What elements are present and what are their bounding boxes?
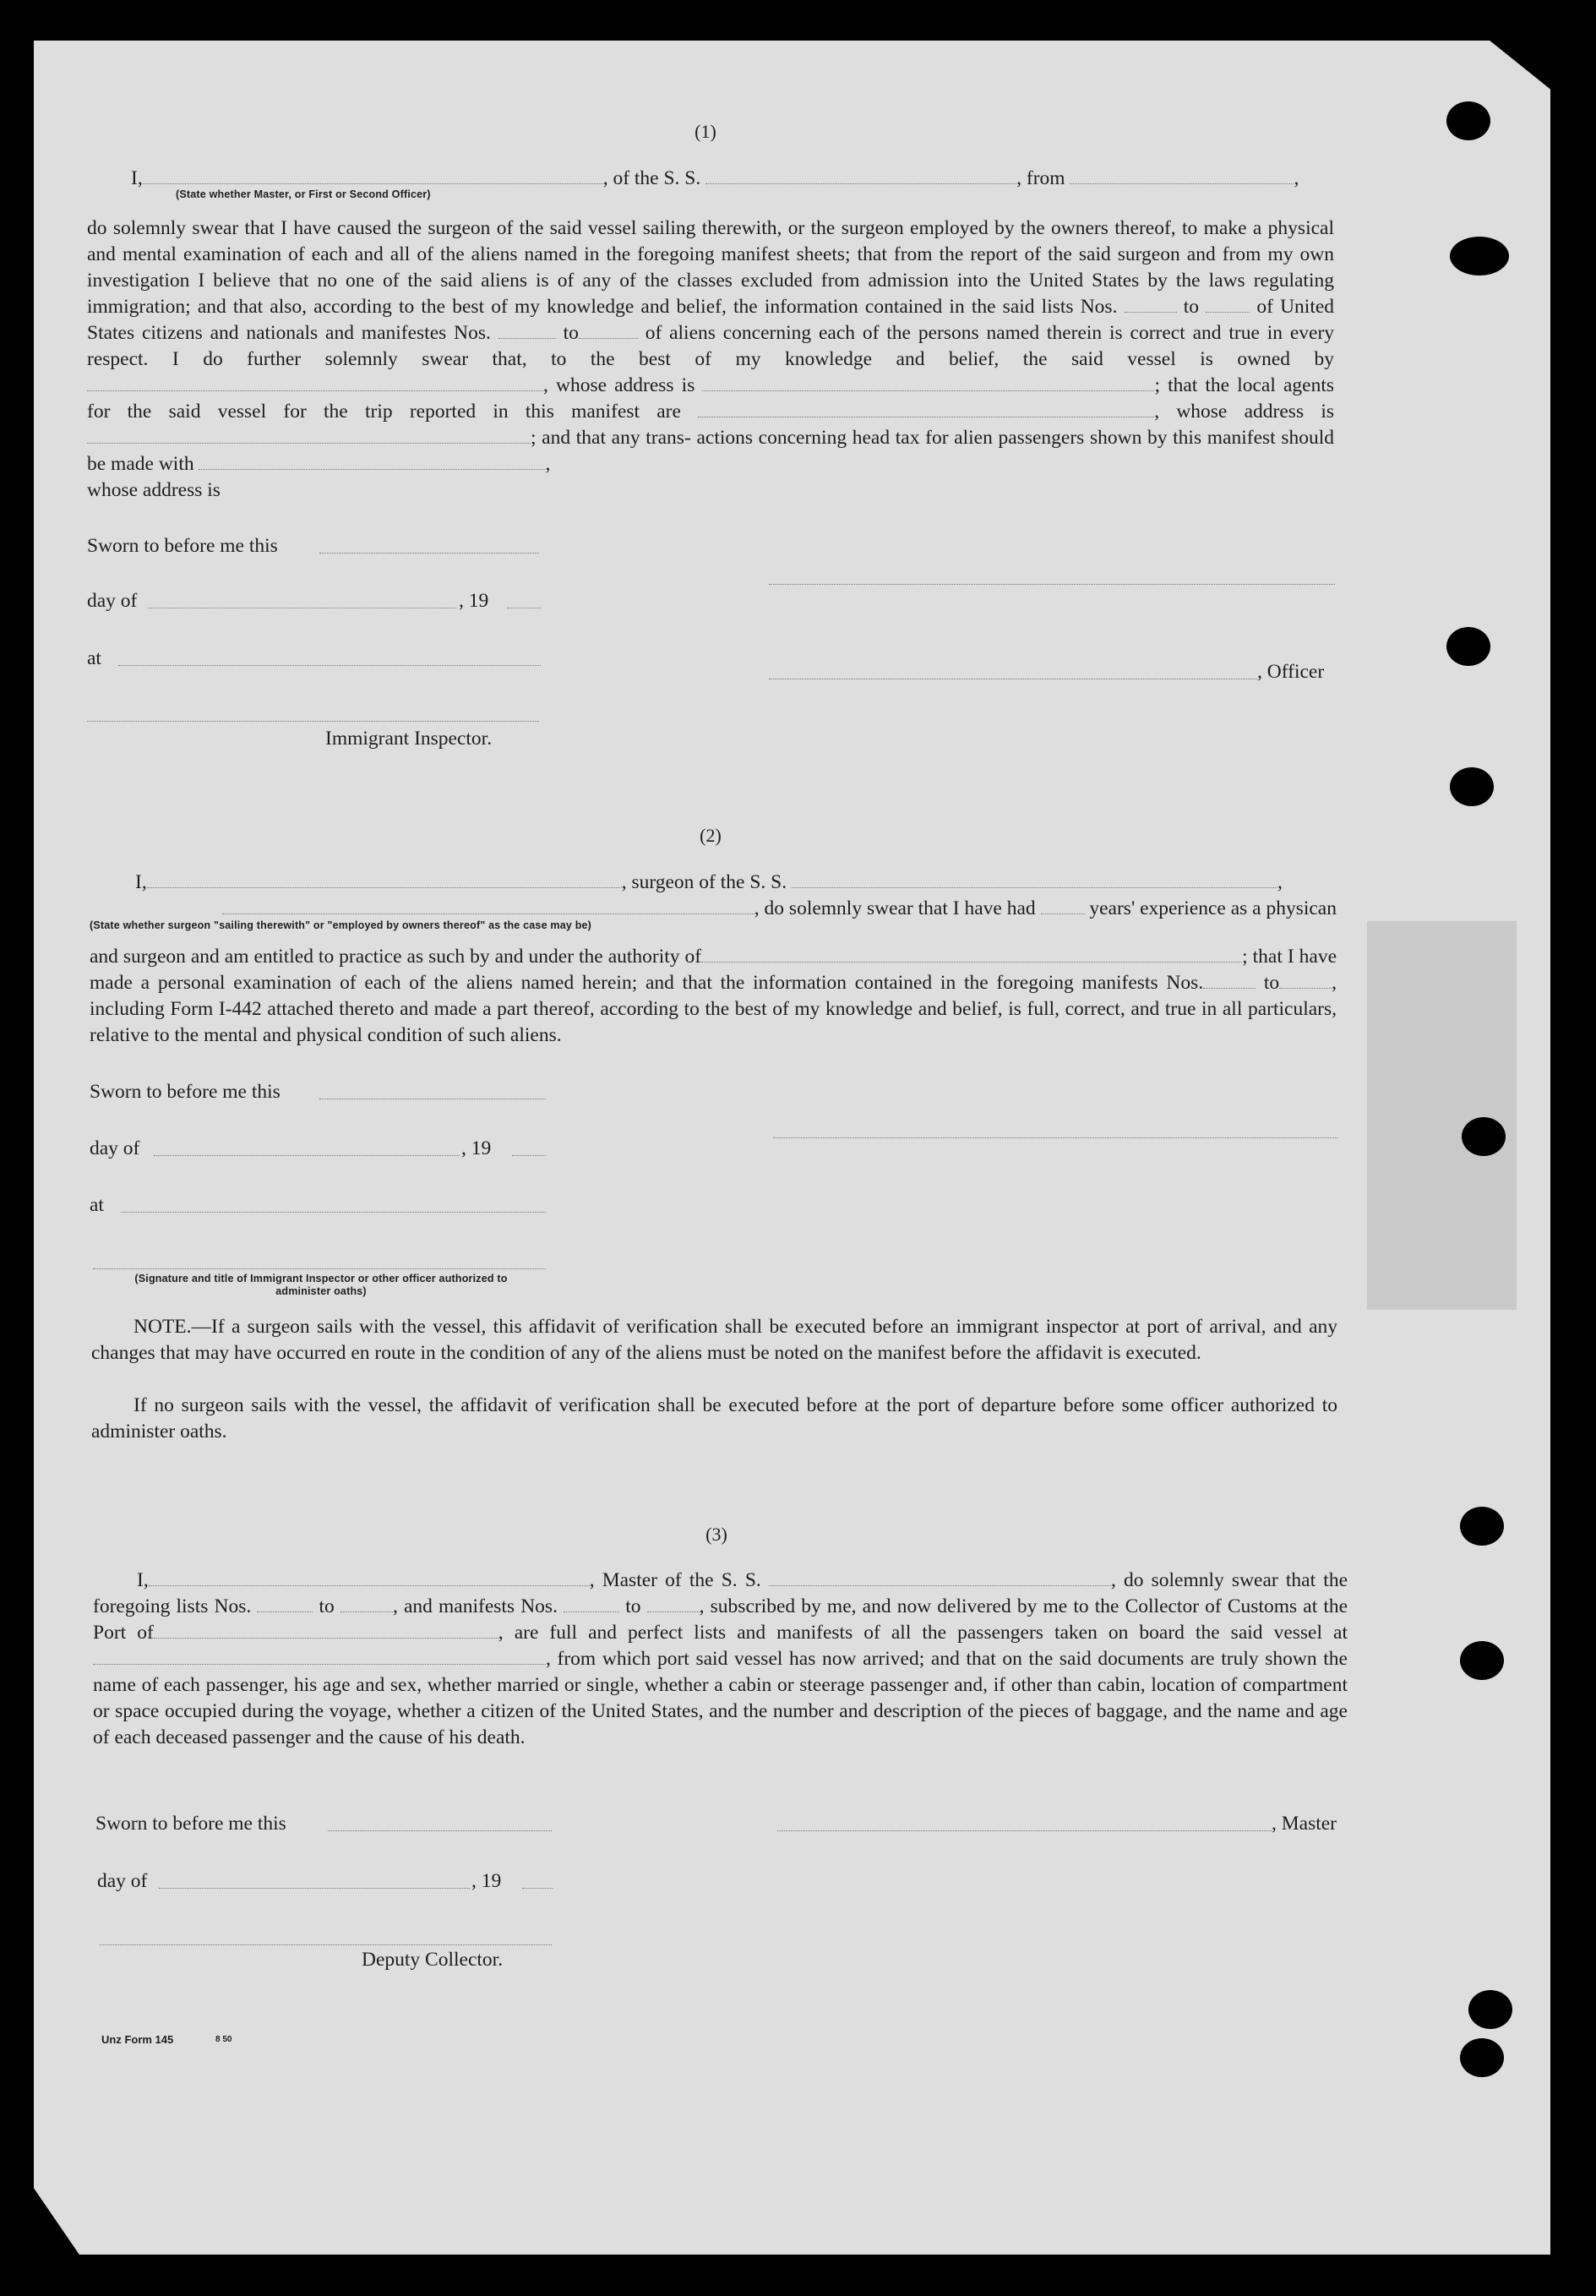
year-label-3: , 19 (471, 1870, 502, 1892)
officer-signature-line-top[interactable] (769, 583, 1335, 585)
day-of-line-2[interactable] (154, 1154, 460, 1156)
punch-hole (1446, 627, 1490, 666)
signature-title-note: (Signature and title of Immigrant Inspector or other officer authorized to administer oaths) (134, 1273, 508, 1297)
sworn-label-1: Sworn to before me this (87, 535, 278, 557)
year-line-1[interactable] (507, 607, 541, 608)
section-1-body: do solemnly swear that I have caused the surgeon of the said vessel sailing therewith, or the surgeon employed by the owners thereof, to make a physical and mental examination of each and all of the aliens named in the foregoing manifest sheets; that from the report of the said surgeon and from my own investigation I believe that no one of the said aliens is of any of the classes excluded from admission into the United States by the laws regulating immigration; and that also, according to the best of my knowledge and belief, the information contained in the said lists Nos. to of United States citizens and nationals and manifestes Nos. to of aliens concerning each of the persons named therein is correct and true in every respect. I do further solemnly swear that, to the best of my knowledge and belief, the said vessel is owned by , whose address is ; that the local agents for the said vessel for the trip reported in this manifest are , whose address is ; and that any trans- actions concerning head tax for alien passengers shown by this manifest should be made with , whose address is (87, 217, 1335, 501)
sworn-label-3: Sworn to before me this (95, 1813, 286, 1835)
punch-hole (1468, 1990, 1512, 2029)
officer-label: , Officer (1257, 661, 1325, 683)
deputy-collector-label: Deputy Collector. (362, 1949, 504, 1971)
section-2-number: (2) (700, 825, 722, 846)
year-label-1: , 19 (459, 590, 489, 612)
day-of-label-3: day of (97, 1870, 148, 1892)
master-label: , Master (1272, 1813, 1337, 1835)
punch-hole (1450, 767, 1494, 806)
note-paragraph-2: If no surgeon sails with the vessel, the affidavit of verification shall be executed before at the port of departure before some officer authorized to administer oaths. (91, 1394, 1337, 1442)
section-1-header: I, , of the S. S. , from , (131, 167, 1299, 189)
paper-stain (1367, 921, 1517, 1310)
at-label-2: at (90, 1194, 104, 1216)
inspector-signature-line-2[interactable] (93, 1268, 546, 1269)
note-paragraph-1: NOTE.—If a surgeon sails with the vessel, this affidavit of verification shall be executed before an immigrant inspector at port of arrival, and any changes that may have occurred en route in the condition of any of the aliens must be noted on the manifest before the affidavit is executed. (91, 1316, 1337, 1364)
year-label-2: , 19 (461, 1137, 492, 1159)
punch-hole (1460, 2038, 1504, 2077)
section-3-number: (3) (705, 1524, 727, 1545)
year-line-3[interactable] (522, 1887, 553, 1889)
section-2-body: and surgeon and am entitled to practice as such by and under the authority of ; that I have made a personal examination of each of the aliens named herein; and that the information contained in the foregoing manifests Nos. to , including Form I-442 attached thereto and made a part thereof, according to the best of my knowledge and belief, is full, correct, and true in all particulars, relative to the mental and physical condition of such aliens. (90, 946, 1337, 1046)
at-label-1: at (87, 647, 101, 669)
master-signature-line[interactable] (777, 1830, 1272, 1831)
officer-note: (State whether Master, or First or Second Officer) (176, 188, 431, 200)
section-3-body: I, , Master of the S. S. , do solemnly swear that the foregoing lists Nos. to , and manifests Nos. to , subscribed by me, and now delivered by me to the Collector of Customs at the Port of , are full and perfect lists and manifests of all the passengers taken on board the said vessel at, from which port said vessel has now arrived; and that on the said documents are truly shown the name of each passenger, his age and sex, whether married or single, whether a cabin or steerage passenger and, if other than cabin, location of compartment or space occupied during the voyage, whether a citizen of the United States, and the number and description of the pieces of baggage, and the name and age of each deceased passenger and the cause of his death. (93, 1569, 1348, 1748)
day-of-line-3[interactable] (159, 1887, 470, 1889)
punch-hole (1462, 1117, 1506, 1156)
day-of-label-1: day of (87, 590, 138, 612)
sworn-date-line-1[interactable] (319, 552, 539, 554)
surgeon-signature-line[interactable] (773, 1137, 1337, 1138)
section-2-line2: , do solemnly swear that I have had years' experience as a physican (90, 896, 1337, 922)
year-line-2[interactable] (512, 1154, 546, 1156)
inspector-signature-line-1[interactable] (87, 720, 539, 722)
sworn-label-2: Sworn to before me this (90, 1081, 281, 1103)
section-1-number: (1) (695, 121, 716, 142)
at-line-2[interactable] (121, 1211, 546, 1213)
day-of-label-2: day of (90, 1137, 140, 1159)
form-date: 8 50 (215, 2035, 232, 2044)
sworn-date-line-3[interactable] (328, 1830, 552, 1831)
punch-hole (1460, 1641, 1504, 1680)
immigrant-inspector-label: Immigrant Inspector. (325, 728, 493, 750)
sworn-date-line-2[interactable] (319, 1098, 546, 1099)
surgeon-note: (State whether surgeon "sailing therewith" or "employed by owners thereof" as the case may be) (90, 919, 592, 931)
punch-hole (1460, 1507, 1504, 1546)
at-line-1[interactable] (118, 664, 541, 666)
deputy-signature-line[interactable] (100, 1944, 552, 1945)
punch-hole (1450, 237, 1509, 275)
section-2-header: I, , surgeon of the S. S. , (135, 871, 1283, 893)
form-number: Unz Form 145 (101, 2033, 174, 2046)
day-of-line-1[interactable] (148, 607, 456, 608)
punch-hole (1446, 101, 1490, 140)
officer-signature-line[interactable] (769, 678, 1257, 679)
